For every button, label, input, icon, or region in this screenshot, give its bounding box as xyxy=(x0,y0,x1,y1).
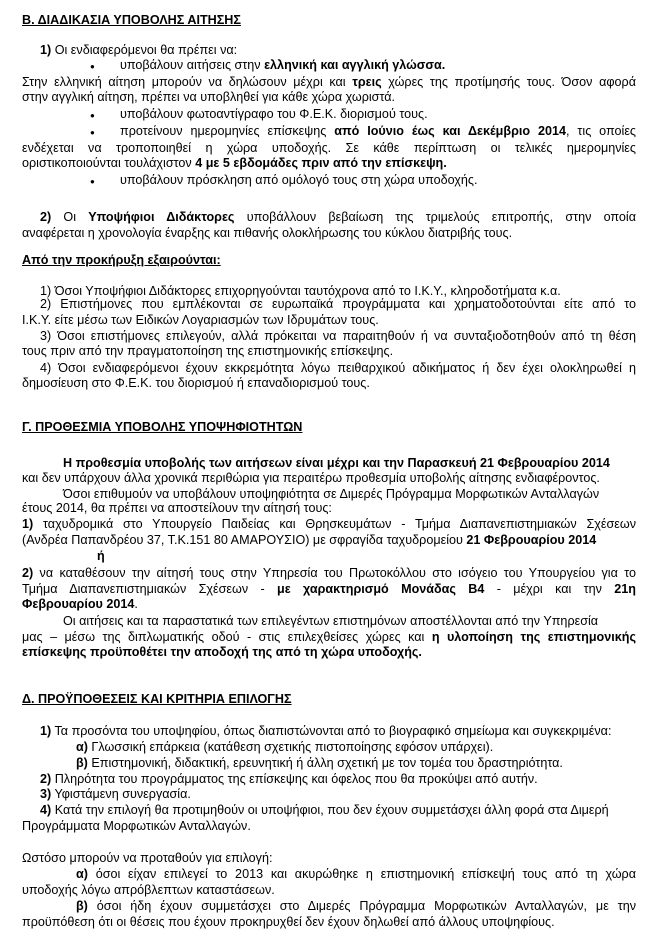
b-bullet-language: υποβάλουν αιτήσεις στην ελληνική και αγγλική γλώσσα. xyxy=(120,58,446,72)
bullet-icon xyxy=(90,124,100,140)
g-text-line: μας – μέσω της διπλωματικής οδού - στις επιλεχθείσες χώρες και η υλοποίηση της επιστημονικής xyxy=(22,630,636,644)
exclusion-item: δημοσίευση στο Φ.Ε.Κ. του διορισμού ή επαναδιορισμού τους. xyxy=(22,376,370,390)
g-option-2: 2) να καταθέσουν την αίτησή τους στην Υπηρεσία του Πρωτοκόλλου στο ισόγειο του Υπουργείου για το xyxy=(22,566,636,580)
d-text-line: υποδοχής λόγω απρόβλεπτων καταστάσεων. xyxy=(22,883,275,897)
d-proposal-intro: Ωστόσο μπορούν να προταθούν για επιλογή: xyxy=(22,851,273,865)
section-b-heading: Β. ΔΙΑΔΙΚΑΣΙΑ ΥΠΟΒΟΛΗΣ ΑΙΤΗΣΗΣ xyxy=(22,13,241,27)
exclusion-item: 1) Όσοι Υποψήφιοι Διδάκτορες επιχορηγούνται ταυτόχρονα από το Ι.Κ.Υ., κληροδοτήματα κ.α. xyxy=(40,284,561,298)
g-text-line: και δεν υπάρχουν άλλα χρονικά περιθώρια για περαιτέρω προθεσμία υποβολής αίτησης ενδιαφέροντος. xyxy=(22,471,600,485)
g-option-1: 1) ταχυδρομικά στο Υπουργείο Παιδείας και Θρησκευμάτων - Τμήμα Διαπανεπιστημιακών Σχέσεων xyxy=(22,517,636,531)
d-criterion-2: 2) Πληρότητα του προγράμματος της επίσκεψης και όφελος που θα προκύψει από αυτήν. xyxy=(40,772,538,786)
g-text-line: Οι αιτήσεις και τα παραστατικά των επιλεγέντων επιστημόνων αποστέλλονται από την Υπηρεσία xyxy=(63,614,599,628)
b-bullet-dates: προτείνουν ημερομηνίες επίσκεψης από Ιούνιο έως και Δεκέμβριο 2014, τις οποίες xyxy=(120,124,636,138)
b-text-line: στην αγγλική αίτηση, πρέπει να υποβληθεί για κάθε χώρα χωριστά. xyxy=(22,90,396,104)
d-criterion-1b: β) Επιστημονική, διδακτική, ερευνητική ή άλλη σχετική με τον τομέα του δραστηριότητα. xyxy=(76,756,563,770)
d-proposal-b: β) όσοι ήδη έχουν συμμετάσχει στο Διμερές Πρόγραμμα Μορφωτικών Ανταλλαγών, με την xyxy=(76,899,636,913)
g-text-line: Όσοι επιθυμούν να υποβάλουν υποψηφιότητα σε Διμερές Πρόγραμμα Μορφωτικών Ανταλλαγών xyxy=(63,487,600,501)
b-text-line: ενδέχεται να τροποποιηθεί η χώρα υποδοχής. Σε κάθε περίπτωση οι τελικές ημερομηνίες xyxy=(22,141,636,155)
d-criterion-1: 1) Τα προσόντα του υποψηφίου, όπως διαπιστώνονται από το βιογραφικό σημείωμα και συγκεκριμένα: xyxy=(40,724,612,738)
b-bullet-fek: υποβάλουν φωτοαντίγραφο του Φ.Ε.Κ. διορισμού τους. xyxy=(120,107,428,121)
d-criterion-3: 3) Υφιστάμενη συνεργασία. xyxy=(40,787,191,801)
bullet-icon xyxy=(90,107,100,123)
g-text-line: επίσκεψης προϋποθέτει την αποδοχή της από τη χώρα υποδοχής. xyxy=(22,645,422,659)
exclusion-item: 3) Όσοι επιστήμονες επιλεγούν, αλλά πρόκειται να παραιτηθούν ή να συνταξιοδοτηθούν από τη θέση xyxy=(40,329,636,343)
g-text-line: Τμήμα Διαπανεπιστημιακών Σχέσεων - με χαρακτηρισμό Μονάδας Β4 - μέχρι και την 21η xyxy=(22,582,636,596)
bullet-icon xyxy=(90,173,100,189)
d-text-line: προϋπόθεση ότι οι θέσεις που έχουν προκηρυχθεί δεν έχουν δηλωθεί από άλλους υποψηφίους. xyxy=(22,915,555,929)
exclusion-item: 4) Όσοι ενδιαφερόμενοι έχουν εκκρεμότητα λόγω πειθαρχικού αδικήματος ή δεν έχει ολοκληρωθεί η xyxy=(40,361,636,375)
b-text-line: οριστικοποιούνται τουλάχιστον 4 με 5 εβδομάδες πριν από την επίσκεψη. xyxy=(22,156,447,170)
d-criterion-4: 4) Κατά την επιλογή θα προτιμηθούν οι υποψήφιοι, που δεν έχουν συμμετάσχει άλλη φορά στα Διμερή xyxy=(40,803,609,817)
exclusion-item: τους πριν από την πραγματοποίηση της επιστημονικής επίσκεψης. xyxy=(22,344,394,358)
section-d-heading: Δ. ΠΡΟΫΠΟΘΕΣΕΙΣ ΚΑΙ ΚΡΙΤΗΡΙΑ ΕΠΙΛΟΓΗΣ xyxy=(22,692,292,706)
b-point-2: 2) Οι Υποψήφιοι Διδάκτορες υποβάλλουν βεβαίωση της τριμελούς επιτροπής, στην οποία xyxy=(40,210,636,224)
g-text-line: (Ανδρέα Παπανδρέου 37, Τ.Κ.151 80 ΑΜΑΡΟΥΣΙΟ) με σφραγίδα ταχυδρομείου 21 Φεβρουαρίου 2014 xyxy=(22,533,597,547)
exclusions-heading: Από την προκήρυξη εξαιρούνται: xyxy=(22,253,221,267)
d-text-line: Προγράμματα Μορφωτικών Ανταλλαγών. xyxy=(22,819,251,833)
b-point-1: 1) Οι ενδιαφερόμενοι θα πρέπει να: xyxy=(40,43,238,57)
g-or: ή xyxy=(97,549,105,563)
bullet-icon xyxy=(90,58,100,74)
d-proposal-a: α) όσοι είχαν επιλεγεί το 2013 και ακυρώθηκε η επιστημονική επίσκεψή τους από τη χώρα xyxy=(76,867,636,881)
b-bullet-invitation: υποβάλουν πρόσκληση από ομόλογό τους στη χώρα υποδοχής. xyxy=(120,173,478,187)
exclusion-item: Ι.Κ.Υ. είτε μέσω των Ειδικών Λογαριασμών των Ιδρυμάτων τους. xyxy=(22,313,379,327)
section-g-heading: Γ. ΠΡΟΘΕΣΜΙΑ ΥΠΟΒΟΛΗΣ ΥΠΟΨΗΦΙΟΤΗΤΩΝ xyxy=(22,420,303,434)
b-text-line: Στην ελληνική αίτηση μπορούν να δηλώσουν μέχρι και τρεις χώρες της προτίμησής τους. Όσον αφορά xyxy=(22,75,636,89)
g-deadline: Η προθεσμία υποβολής των αιτήσεων είναι μέχρι και την Παρασκευή 21 Φεβρουαρίου 2014 xyxy=(63,456,610,470)
b-text-line: αναφέρεται η χρονολογία έναρξης και πιθανής ολοκλήρωσης του κύκλου διατριβής τους. xyxy=(22,226,513,240)
g-text-line: Φεβρουαρίου 2014. xyxy=(22,597,138,611)
g-text-line: έτους 2014, θα πρέπει να αποστείλουν την αίτησή τους: xyxy=(22,501,332,515)
d-criterion-1a: α) Γλωσσική επάρκεια (κατάθεση σχετικής πιστοποίησης εφόσον υπάρχει). xyxy=(76,740,494,754)
exclusion-item: 2) Επιστήμονες που εμπλέκονται σε ευρωπαϊκά προγράμματα και χρηματοδοτούνται είτε από το xyxy=(40,297,636,311)
